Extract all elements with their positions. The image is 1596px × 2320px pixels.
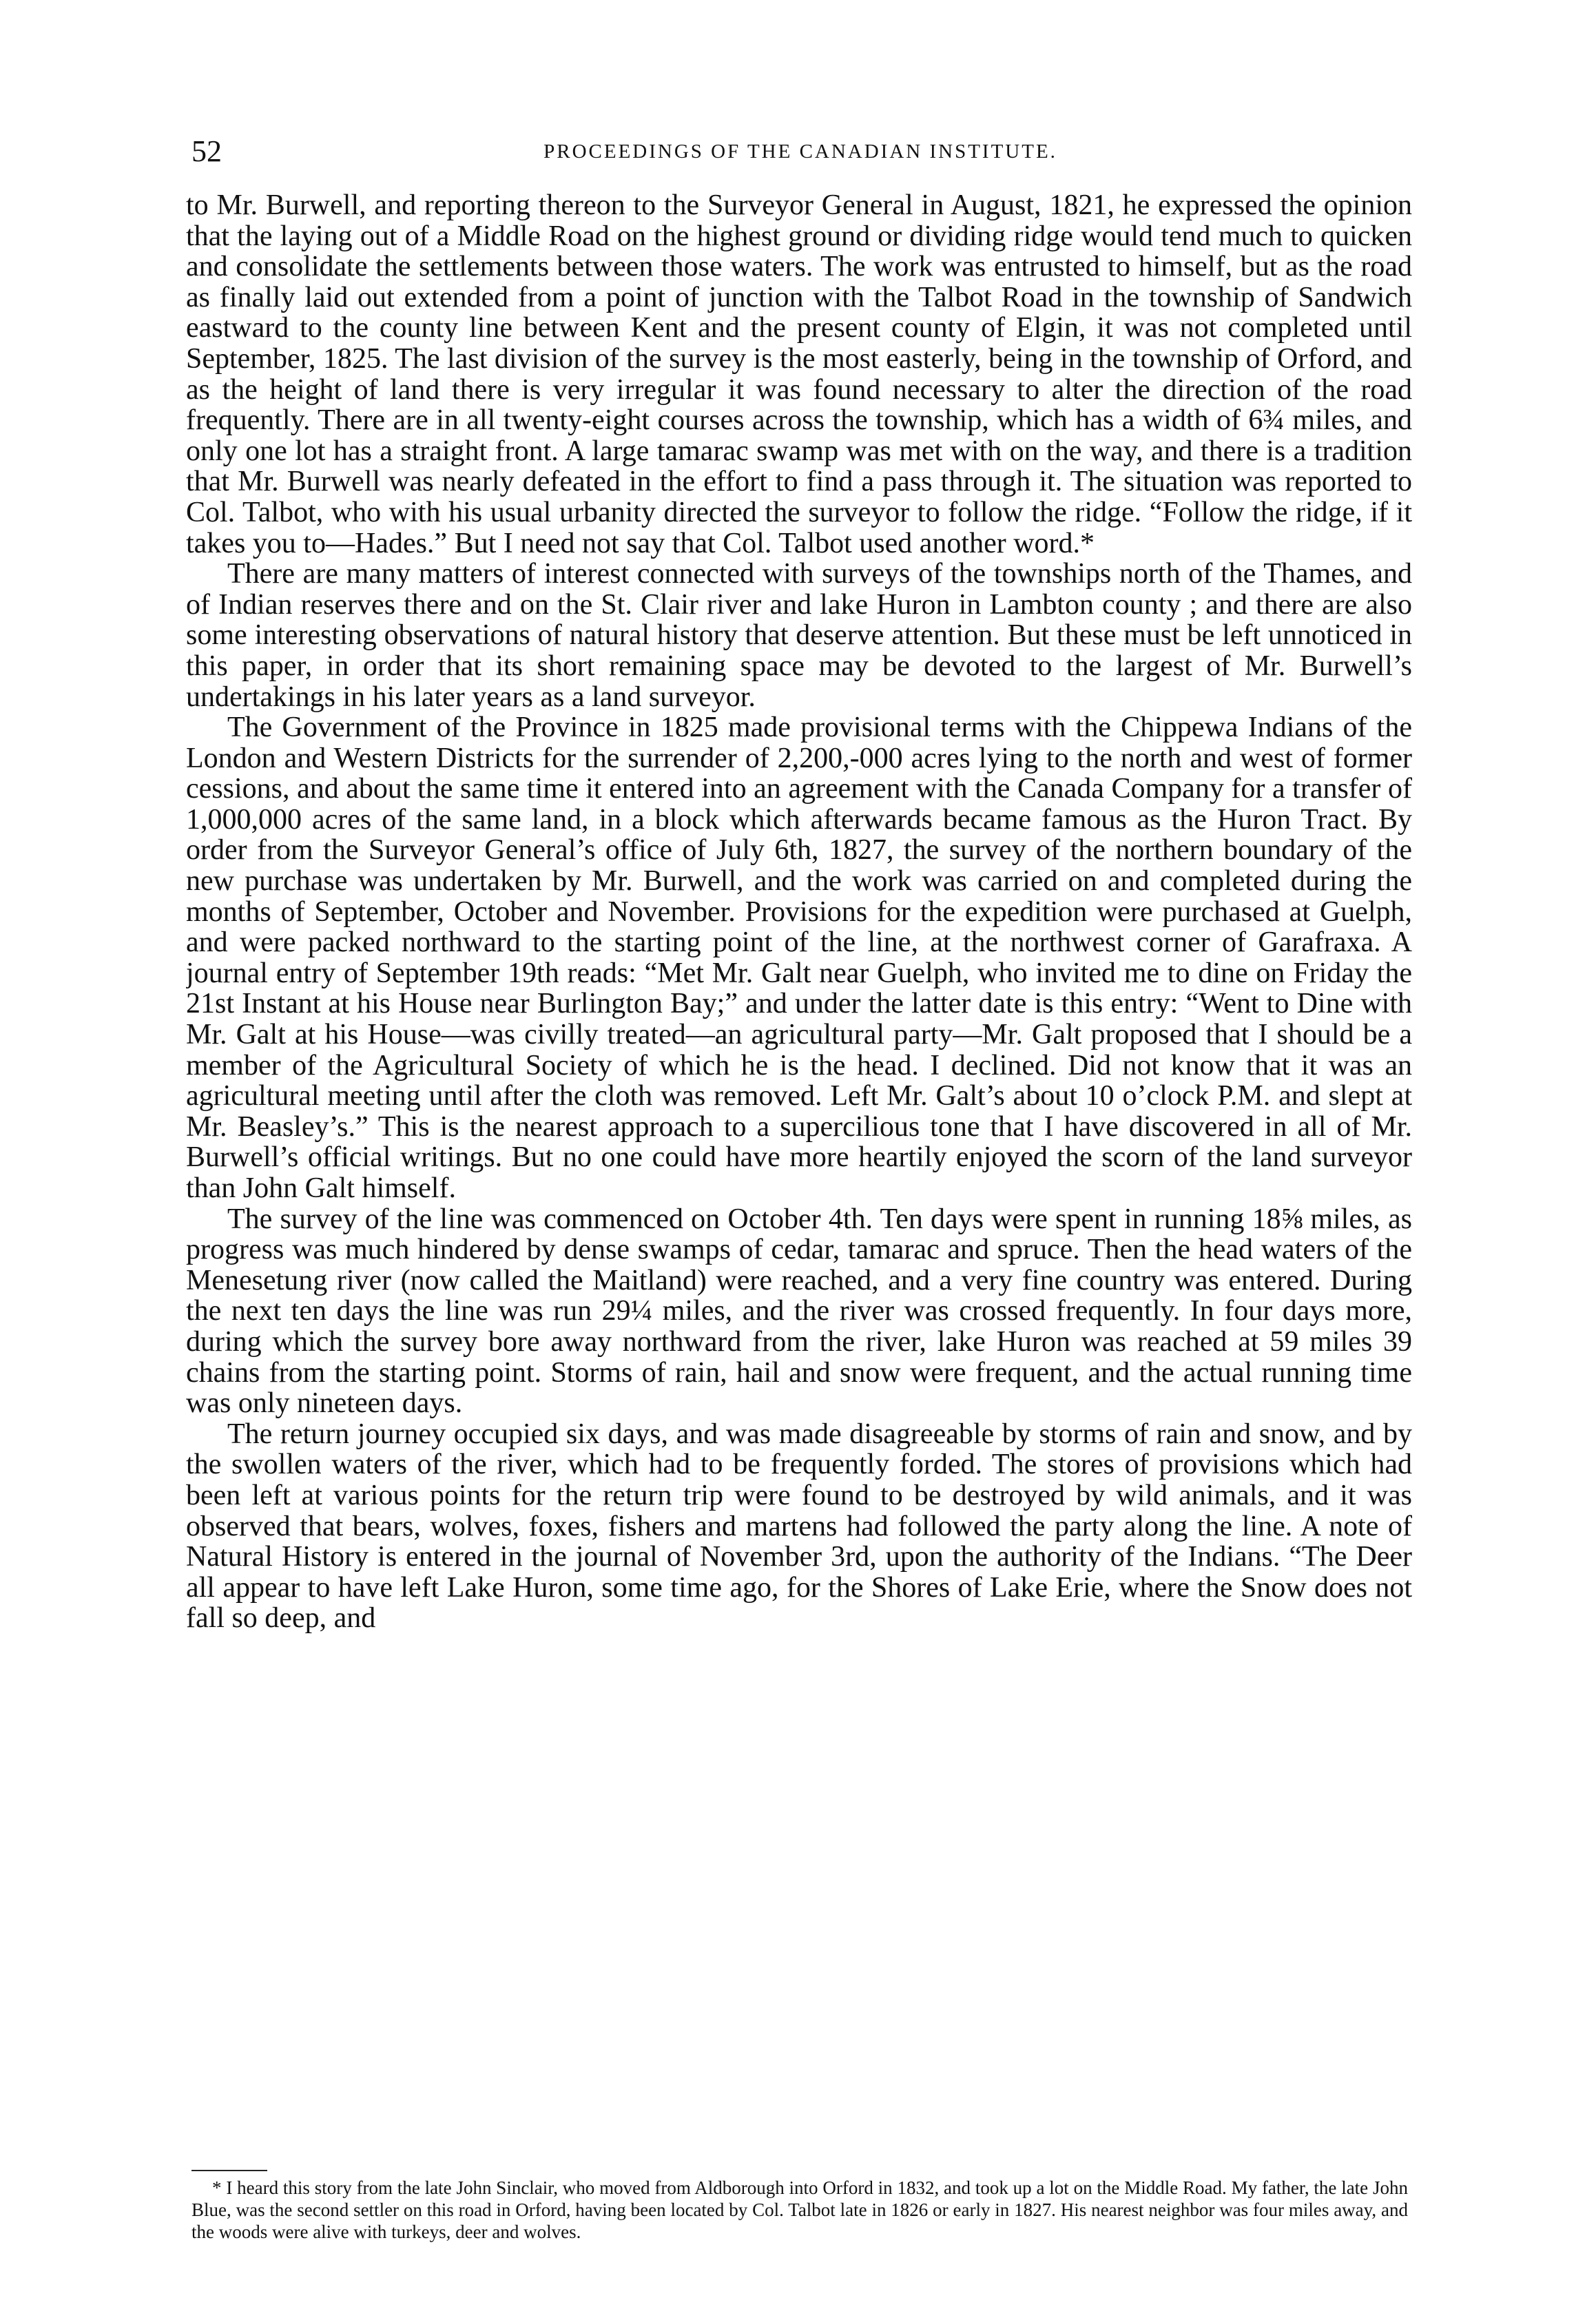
- body-text: [186, 190, 1412, 2208]
- footnote-rule: [191, 2170, 267, 2171]
- page-number: 52: [191, 134, 222, 168]
- paragraph-continued: to Mr. Burwell, and reporting thereon to the Surveyor General in August, 1821, he expressed the opinion that the laying out of a Middle Road on the highest ground or dividing ridge would tend much to quicken and consolidate the settlements between those waters. The work was entrusted to himself, but as the road as finally laid out extended from a point of junction with the Talbot Road in the township of Sandwich eastward to the county line between Kent and the present county of Elgin, it was not completed until September, 1825. The last division of the survey is the most easterly, being in the township of Orford, and as the height of land there is very irregular it was found necessary to alter the direction of the road frequently. There are in all twenty-eight courses across the township, which has a width of 6¾ miles, and only one lot has a straight front. A large tamarac swamp was met with on the way, and there is a tradition that Mr. Burwell was nearly defeated in the effort to find a pass through it. The situation was reported to Col. Talbot, who with his usual urbanity directed the surveyor to follow the ridge. “Follow the ridge, if it takes you to—Hades.” But I need not say that Col. Talbot used another word.*: [186, 190, 1412, 559]
- running-head: [191, 132, 1409, 174]
- paragraph-huron-tract: The Government of the Province in 1825 made provisional terms with the Chippewa Indians of the London and Western Districts for the surrender of 2,200,-000 acres lying to the north and west of former cessions, and about the same time it entered into an agreement with the Canada Company for a transfer of 1,000,000 acres of the same land, in a block which afterwards became famous as the Huron Tract. By order from the Surveyor General’s office of July 6th, 1827, the survey of the northern boundary of the new purchase was undertaken by Mr. Burwell, and the work was carried on and completed during the months of September, October and November. Provisions for the expedition were purchased at Guelph, and were packed northward to the starting point of the line, at the northwest corner of Garafraxa. A journal entry of September 19th reads: “Met Mr. Galt near Guelph, who invited me to dine on Friday the 21st Instant at his House near Burlington Bay;” and under the latter date is this entry: “Went to Dine with Mr. Galt at his House—was civilly treated—an agricultural party—Mr. Galt proposed that I should be a member of the Agricultural Society of which he is the head. I declined. Did not know that it was an agricultural meeting until after the cloth was removed. Left Mr. Galt’s about 10 o’clock P.M. and slept at Mr. Beasley’s.” This is the nearest approach to a supercilious tone that I have discovered in all of Mr. Burwell’s official writings. But no one could have more heartily enjoyed the scorn of the land surveyor than John Galt himself.: [186, 712, 1412, 1204]
- paragraph-townships: There are many matters of interest connected with surveys of the townships north of the Thames, and of Indian reserves there and on the St. Clair river and lake Huron in Lambton county ; and there are also some interesting observations of natural history that deserve attention. But these must be left unnoticed in this paper, in order that its short remaining space may be devoted to the largest of Mr. Burwell’s undertakings in his later years as a land surveyor.: [186, 558, 1412, 713]
- footnote: * I heard this story from the late John Sinclair, who moved from Aldborough into Orford in 1832, and took up a lot on the Middle Road. My father, the late John Blue, was the second settler on this road in Orford, having been located by Col. Talbot late in 1826 or early in 1827. His nearest neighbor was four miles away, and the woods were alive with turkeys, deer and wolves.: [191, 2177, 1408, 2242]
- running-title: PROCEEDINGS OF THE CANADIAN INSTITUTE.: [543, 141, 1057, 163]
- paragraph-survey-line: The survey of the line was commenced on October 4th. Ten days were spent in running 18⅝ miles, as progress was much hindered by dense swamps of cedar, tamarac and spruce. Then the head waters of the Menesetung river (now called the Maitland) were reached, and a very fine country was entered. During the next ten days the line was run 29¼ miles, and the river was crossed frequently. In four days more, during which the survey bore away northward from the river, lake Huron was reached at 59 miles 39 chains from the starting point. Storms of rain, hail and snow were frequent, and the actual running time was only nineteen days.: [186, 1203, 1412, 1420]
- paragraph-return-journey: The return journey occupied six days, and was made disagreeable by storms of rain and snow, and by the swollen waters of the river, which had to be frequently forded. The stores of provisions which had been left at various points for the return trip were found to be destroyed by wild animals, and it was observed that bears, wolves, foxes, fishers and martens had followed the party along the line. A note of Natural History is entered in the journal of November 3rd, upon the authority of the Indians. “The Deer all appear to have left Lake Huron, some time ago, for the Shores of Lake Erie, where the Snow does not fall so deep, and: [186, 1418, 1412, 1635]
